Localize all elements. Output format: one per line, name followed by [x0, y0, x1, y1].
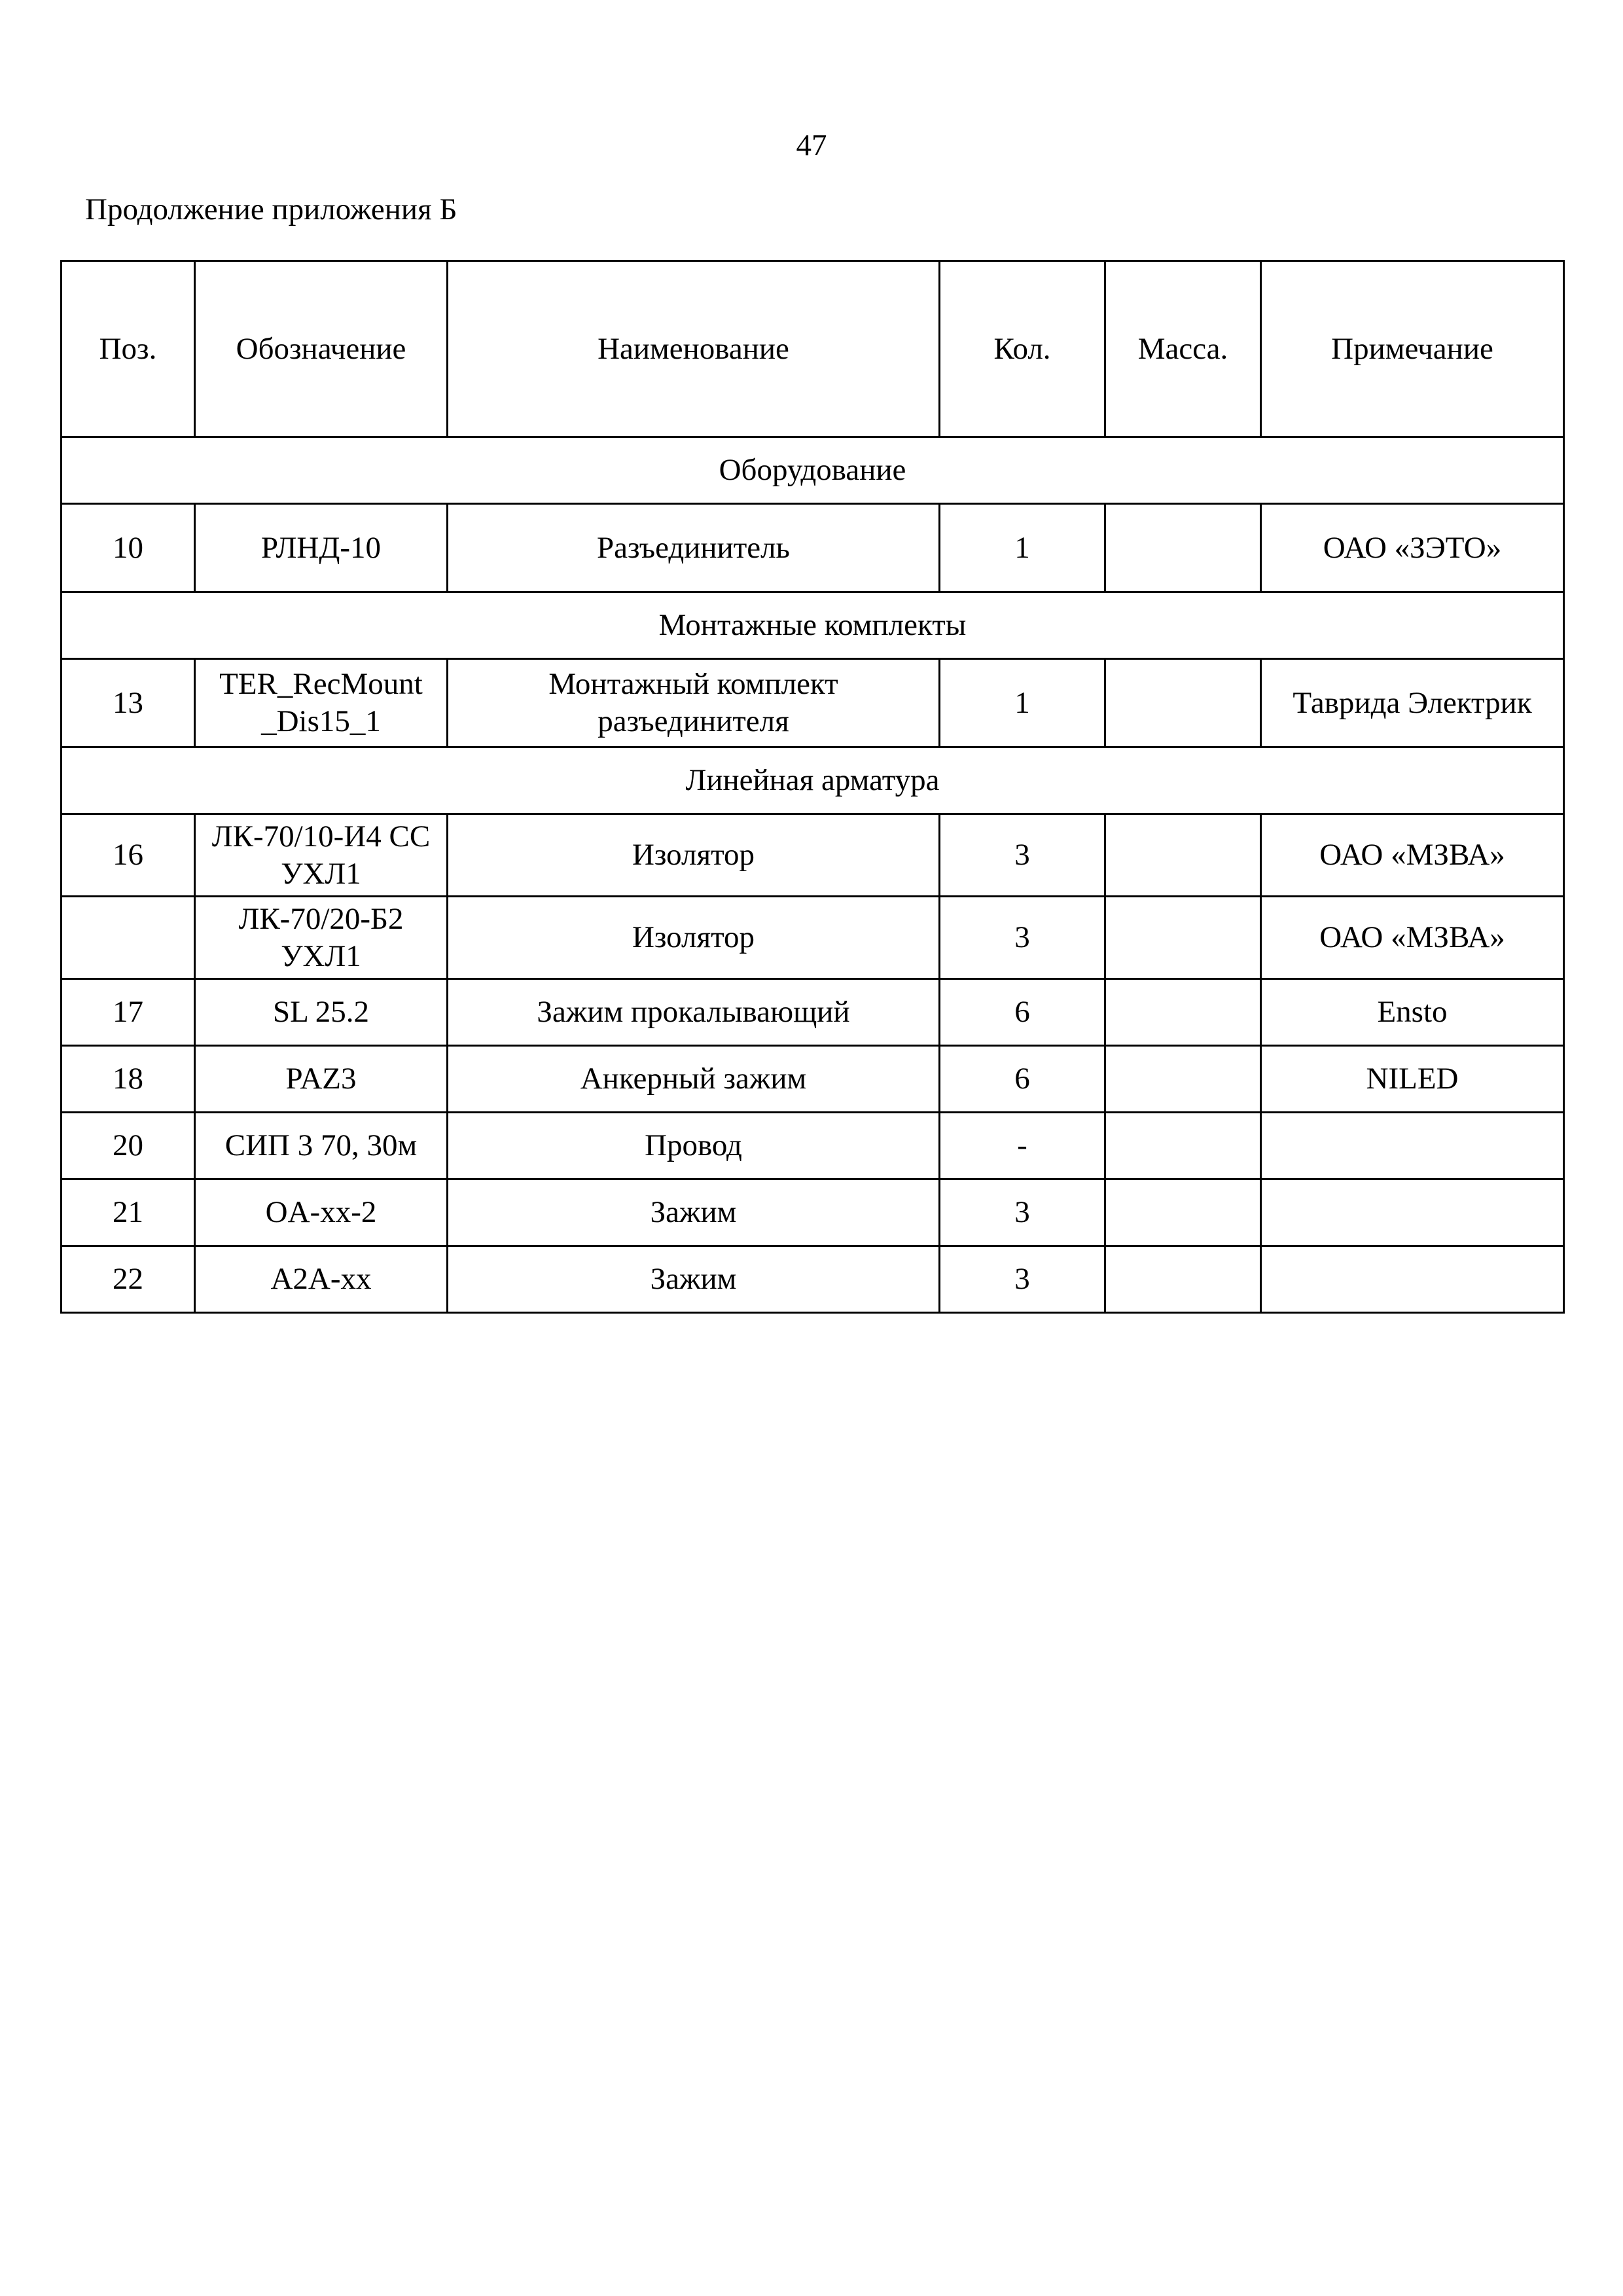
cell-mass: [1105, 1113, 1261, 1179]
cell-mass: [1105, 1246, 1261, 1313]
cell-designation: СИП 3 70, 30м: [195, 1113, 448, 1179]
cell-qty: 3: [940, 897, 1105, 979]
cell-line: Монтажный комплект: [548, 667, 838, 701]
table-row: [62, 1046, 1564, 1113]
cell-mass: [1105, 979, 1261, 1046]
cell-line: ЛК-70/10-И4 СС: [211, 819, 431, 853]
cell-qty: 6: [940, 979, 1105, 1046]
table-row: [62, 659, 1564, 747]
cell-note: [1261, 1113, 1564, 1179]
cell-designation: PAZ3: [195, 1046, 448, 1113]
cell-qty: 1: [940, 504, 1105, 592]
cell-qty: 3: [940, 1246, 1105, 1313]
cell-designation: РЛНД-10: [195, 504, 448, 592]
table-row: [62, 897, 1564, 979]
cell-note: Таврида Электрик: [1261, 659, 1564, 747]
col-header-note: Примечание: [1261, 261, 1564, 437]
section-header-row: [62, 592, 1564, 659]
cell-qty: 3: [940, 1179, 1105, 1246]
cell-qty: 1: [940, 659, 1105, 747]
col-header-mass: Масса.: [1105, 261, 1261, 437]
cell-qty: 3: [940, 814, 1105, 897]
cell-name: [448, 659, 940, 747]
cell-designation: SL 25.2: [195, 979, 448, 1046]
cell-name: Зажим: [448, 1179, 940, 1246]
cell-designation: A2A-xx: [195, 1246, 448, 1313]
table-row: [62, 814, 1564, 897]
cell-name: Провод: [448, 1113, 940, 1179]
section-title: Оборудование: [62, 437, 1564, 504]
cell-mass: [1105, 1046, 1261, 1113]
table-row: [62, 1113, 1564, 1179]
cell-line: УХЛ1: [281, 939, 361, 973]
cell-note: ОАО «МЗВА»: [1261, 814, 1564, 897]
section-title: Линейная арматура: [62, 747, 1564, 814]
cell-line: ЛК-70/20-Б2: [238, 901, 404, 936]
cell-name: Изолятор: [448, 814, 940, 897]
page-heading: Продолжение приложения Б: [85, 192, 457, 226]
cell-note: [1261, 1246, 1564, 1313]
cell-name: Анкерный зажим: [448, 1046, 940, 1113]
cell-pos: 17: [62, 979, 195, 1046]
specification-table: [60, 260, 1565, 1314]
cell-qty: -: [940, 1113, 1105, 1179]
table-header-row: [62, 261, 1564, 437]
cell-name: Зажим прокалывающий: [448, 979, 940, 1046]
cell-pos: 10: [62, 504, 195, 592]
section-header-row: [62, 437, 1564, 504]
table-row: [62, 1246, 1564, 1313]
cell-pos: 21: [62, 1179, 195, 1246]
col-header-name: Наименование: [448, 261, 940, 437]
cell-line: разъединителя: [597, 704, 789, 738]
cell-pos: 18: [62, 1046, 195, 1113]
cell-name: Зажим: [448, 1246, 940, 1313]
cell-mass: [1105, 897, 1261, 979]
table-row: [62, 1179, 1564, 1246]
cell-mass: [1105, 659, 1261, 747]
cell-line: TER_RecMount: [219, 667, 423, 701]
cell-designation: [195, 814, 448, 897]
cell-pos: [62, 897, 195, 979]
cell-pos: 20: [62, 1113, 195, 1179]
cell-mass: [1105, 504, 1261, 592]
cell-designation: OA-xx-2: [195, 1179, 448, 1246]
cell-line: _Dis15_1: [261, 704, 381, 738]
cell-pos: 22: [62, 1246, 195, 1313]
cell-mass: [1105, 814, 1261, 897]
cell-line: УХЛ1: [281, 856, 361, 891]
cell-note: Ensto: [1261, 979, 1564, 1046]
table-row: [62, 979, 1564, 1046]
cell-designation: [195, 659, 448, 747]
section-title: Монтажные комплекты: [62, 592, 1564, 659]
cell-name: Разъединитель: [448, 504, 940, 592]
cell-note: [1261, 1179, 1564, 1246]
cell-name: Изолятор: [448, 897, 940, 979]
cell-mass: [1105, 1179, 1261, 1246]
section-header-row: [62, 747, 1564, 814]
col-header-pos: Поз.: [62, 261, 195, 437]
cell-note: ОАО «ЗЭТО»: [1261, 504, 1564, 592]
page-number: 47: [796, 128, 827, 162]
cell-pos: 16: [62, 814, 195, 897]
cell-pos: 13: [62, 659, 195, 747]
col-header-qty: Кол.: [940, 261, 1105, 437]
cell-designation: [195, 897, 448, 979]
table-row: [62, 504, 1564, 592]
cell-note: ОАО «МЗВА»: [1261, 897, 1564, 979]
cell-note: NILED: [1261, 1046, 1564, 1113]
cell-qty: 6: [940, 1046, 1105, 1113]
col-header-designation: Обозначение: [195, 261, 448, 437]
